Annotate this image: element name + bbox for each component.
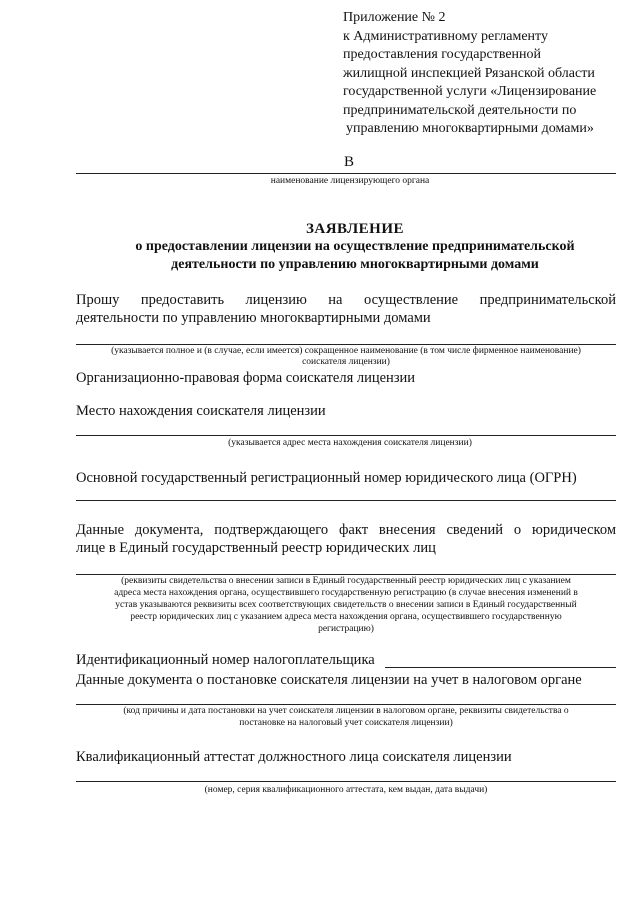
applicant-name-caption: (указывается полное и (в случае, если имеется) сокращенное наименование (в том числе фирменное наименование): [111, 346, 581, 356]
appendix-line: государственной услуги «Лицензирование: [343, 84, 597, 99]
qualification-field-line[interactable]: [76, 781, 616, 782]
registration-doc-text: Данные документа, подтверждающего факт внесения сведений о юридическом: [76, 522, 616, 538]
tax-doc-caption: (код причины и дата постановки на учет соискателя лицензии в налоговом органе, реквизиты свидетельства о: [123, 706, 569, 716]
inn-field-line[interactable]: [385, 667, 616, 668]
tax-doc-caption: постановке на налоговый учет соискателя лицензии): [239, 718, 453, 728]
appendix-line: предпринимательской деятельности по: [343, 102, 577, 118]
appendix-line: управлению многоквартирными домами»: [346, 121, 594, 136]
tax-doc-label: Данные документа о постановке соискателя лицензии на учет в налоговом органе: [76, 672, 582, 688]
registration-doc-caption: адреса места нахождения органа, осуществившего государственную регистрацию (в случае внесения изменений в: [114, 588, 578, 598]
document-title: ЗАЯВЛЕНИЕ: [305, 221, 405, 237]
inn-label: Идентификационный номер налогоплательщика: [76, 652, 375, 668]
qualification-label: Квалификационный аттестат должностного лица соискателя лицензии: [76, 749, 512, 765]
registration-doc-text: лице в Единый государственный реестр юридических лиц: [76, 540, 436, 556]
request-text: Прошу предоставить лицензию на осуществление предпринимательской: [76, 292, 616, 308]
appendix-line: к Административному регламенту: [343, 28, 548, 44]
legal-form-label: Организационно-правовая форма соискателя лицензии: [76, 370, 416, 386]
recipient-prefix: В: [344, 154, 355, 170]
ogrn-field-line[interactable]: [76, 500, 616, 501]
document-subtitle: о предоставлении лицензии на осуществление предпринимательской: [135, 239, 575, 254]
registration-doc-caption: устав указываются реквизиты всех соответствующих свидетельств о внесении записи в Единый государственный: [115, 600, 577, 610]
request-text: деятельности по управлению многоквартирными домами: [76, 310, 431, 326]
location-caption: (указывается адрес места нахождения соискателя лицензии): [228, 438, 472, 448]
document-subtitle: деятельности по управлению многоквартирными домами: [171, 257, 539, 272]
qualification-caption: (номер, серия квалификационного аттестата, кем выдан, дата выдачи): [204, 785, 488, 795]
appendix-line: жилищной инспекцией Рязанской области: [343, 65, 595, 81]
applicant-name-line[interactable]: [76, 344, 616, 345]
location-field-line[interactable]: [76, 435, 616, 436]
recipient-field-line[interactable]: [76, 173, 616, 174]
appendix-line: предоставления государственной: [343, 47, 542, 62]
registration-doc-field-line[interactable]: [76, 574, 616, 575]
registration-doc-caption: реестр юридических лиц с указанием адреса места нахождения органа, осуществившего государственную: [130, 612, 562, 622]
appendix-line: Приложение № 2: [343, 10, 446, 25]
registration-doc-caption: регистрацию): [318, 624, 374, 634]
appendix-header: [343, 9, 635, 139]
applicant-name-caption: соискателя лицензии): [302, 357, 390, 367]
ogrn-label: Основной государственный регистрационный номер юридического лица (ОГРН): [76, 470, 577, 486]
registration-doc-caption: (реквизиты свидетельства о внесении записи в Единый государственный реестр юридических лиц с указанием: [121, 576, 571, 586]
location-label: Место нахождения соискателя лицензии: [76, 403, 326, 419]
tax-doc-field-line[interactable]: [76, 704, 616, 705]
recipient-caption: наименование лицензирующего органа: [270, 176, 430, 186]
